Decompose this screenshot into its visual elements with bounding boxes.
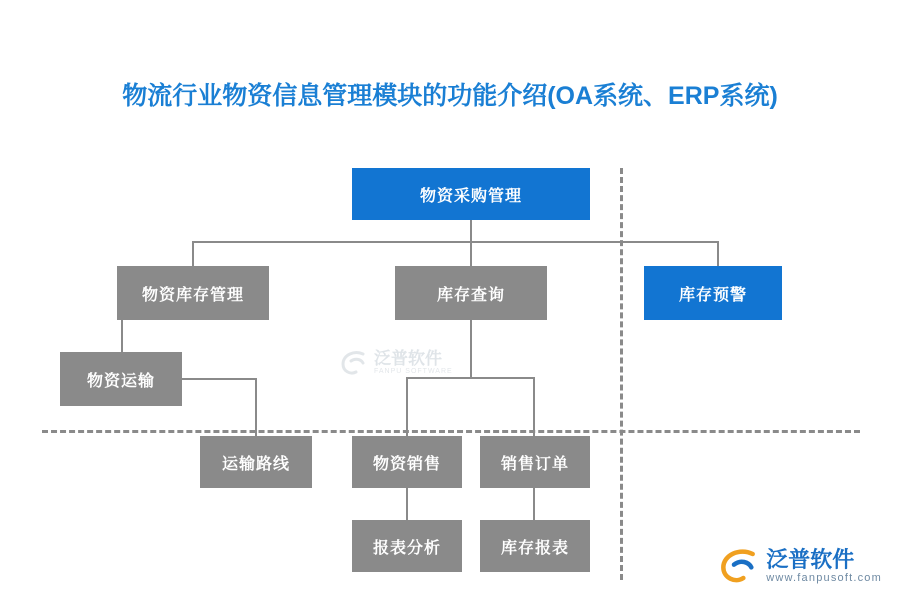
- dashed-divider-vertical: [620, 168, 623, 580]
- connector-root-stem: [470, 220, 472, 242]
- center-watermark-sub: FANPU SOFTWARE: [374, 368, 453, 376]
- center-watermark: [338, 348, 453, 378]
- node-label: 销售订单: [500, 455, 569, 473]
- connector-to-inventory-query: [470, 241, 472, 266]
- connector-query-to-sales: [406, 377, 408, 436]
- connector-transport-right: [182, 378, 256, 380]
- node-label: 物资销售: [372, 455, 441, 473]
- node-transport-route[interactable]: [200, 436, 312, 488]
- connector-query-to-order: [533, 377, 535, 436]
- node-inventory-alert[interactable]: [644, 266, 782, 320]
- connector-root-bus: [192, 241, 719, 243]
- node-inventory-management[interactable]: [117, 266, 269, 320]
- brand-logo: [718, 546, 882, 586]
- node-label: 物资运输: [86, 372, 155, 390]
- node-label: 库存报表: [500, 539, 569, 557]
- connector-transport-route-down: [255, 378, 257, 436]
- swirl-icon: [718, 546, 758, 586]
- connector-sales-to-report: [406, 488, 408, 520]
- node-label: 库存预警: [678, 286, 747, 304]
- node-label: 物资采购管理: [419, 187, 522, 205]
- connector-to-inventory-alert: [717, 241, 719, 266]
- center-watermark-main: 泛普软件: [374, 349, 442, 369]
- node-label: 运输路线: [221, 455, 290, 473]
- dashed-divider-horizontal: [42, 430, 860, 433]
- node-procurement-management[interactable]: [352, 168, 590, 220]
- connector-to-inventory-mgmt: [192, 241, 194, 266]
- connector-query-down: [470, 320, 472, 378]
- node-inventory-report[interactable]: [480, 520, 590, 572]
- node-inventory-query[interactable]: [395, 266, 547, 320]
- node-label: 报表分析: [372, 539, 441, 557]
- brand-logo-sub: www.fanpusoft.com: [766, 572, 882, 585]
- node-label: 库存查询: [436, 286, 505, 304]
- page-title: 物流行业物资信息管理模块的功能介绍(OA系统、ERP系统): [122, 82, 778, 110]
- node-material-transport[interactable]: [60, 352, 182, 406]
- swirl-icon: [338, 348, 368, 378]
- connector-order-to-stockreport: [533, 488, 535, 520]
- node-label: 物资库存管理: [141, 286, 244, 304]
- node-sales-order[interactable]: [480, 436, 590, 488]
- node-material-sales[interactable]: [352, 436, 462, 488]
- node-report-analysis[interactable]: [352, 520, 462, 572]
- brand-logo-main: 泛普软件: [766, 546, 855, 572]
